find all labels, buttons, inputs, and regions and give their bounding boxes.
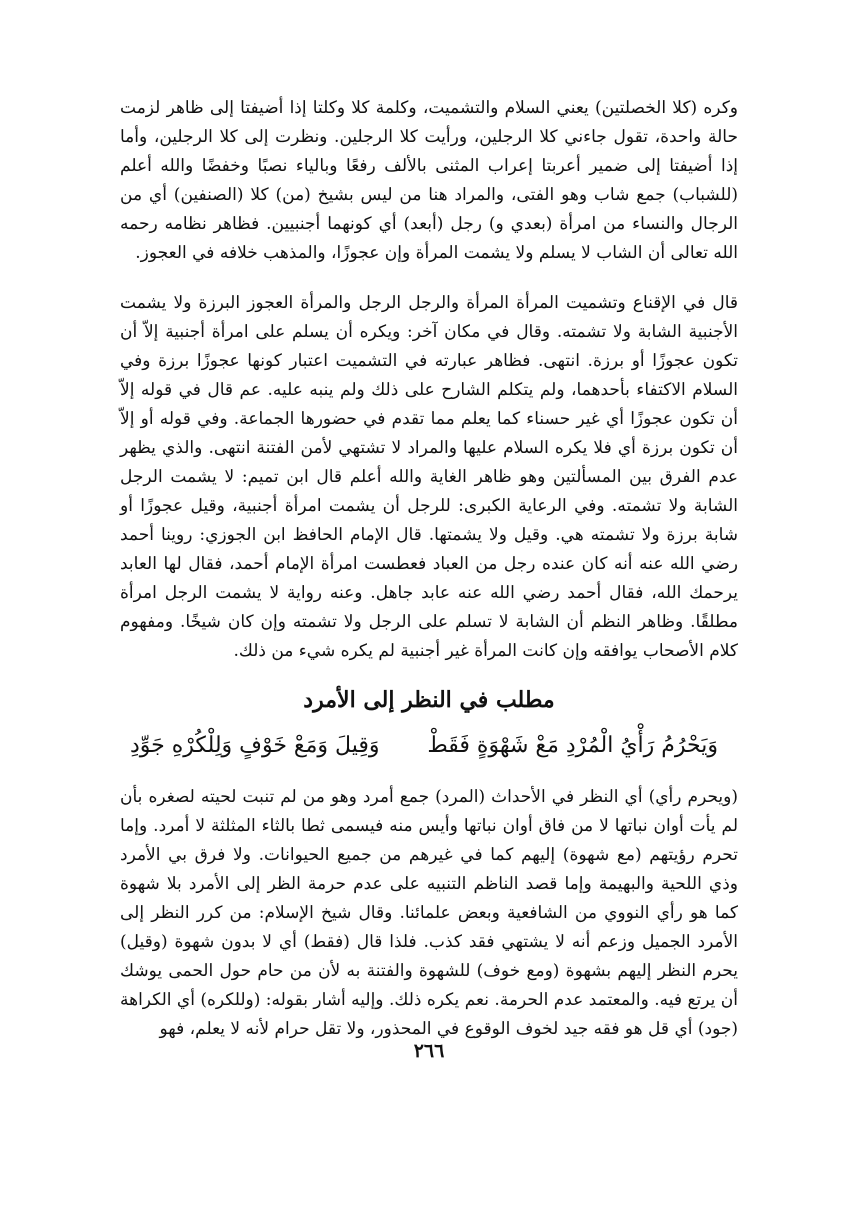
page-number: ٢٦٦	[413, 1040, 445, 1062]
verse-first-hemistich: وَيَحْرُمُ رَأْيُ الْمُرْدِ مَعْ شَهْوَةٍ فَقَطْ	[427, 733, 718, 758]
section-heading: مطلب في النظر إلى الأمرد	[303, 687, 555, 713]
paragraph-iqna-quote: قال في الإقناع وتشميت المرأة المرأة والرجل الرجل والمرأة العجوز البرزة ولا يشمت الأجنبية الشابة ولا تشمته. وقال في مكان آخر: ويكره أن يسلم على امرأة أجنبية إلاّ أن تكون عجوزًا أو برزة. انتهى. فظاهر عبارته في التشميت اعتبار كونها عجوزًا برزة وفي السلام الاكتفاء بأحدهما، ولم يتكلم الشارح على ذلك ولم ينبه عليه. عم قال في قوله إلاّ أن تكون عجوزًا أي غير حسناء كما يعلم مما تقدم في حضورها الجماعة. وفي قوله أو إلاّ أن تكون برزة أي فلا يكره السلام عليها والمراد لا تشتهي لأمن الفتنة انتهى. والذي يظهر عدم الفرق بين المسألتين وهو ظاهر الغاية والله أعلم قال ابن تميم: لا يشمت الرجل الشابة ولا تشمته. وفي الرعاية الكبرى: للرجل أن يشمت امرأة أجنبية، وقيل عجوزًا أو شابة برزة ولا تشمته هي. وقيل ولا يشمتها. قال الإمام الحافظ ابن الجوزي: روينا أحمد رضي الله عنه أنه كان عنده رجل من العباد فعطست امرأة الإمام أحمد، فقال لها العابد يرحمك الله، فقال أحمد رضي الله عنه عابد جاهل. وعنه رواية لا يشمت الرجل امرأة مطلقًا. وظاهر النظم أن الشابة لا تسلم على الرجل ولا تشمته وإن كان شيخًا. ومفهوم كلام الأصحاب يوافقه وإن كانت المرأة غير أجنبية لم يكره شيء من ذلك.	[120, 293, 738, 661]
paragraph-verse-commentary: (ويحرم رأي) أي النظر في الأحداث (المرد) جمع أمرد وهو من لم تنبت لحيته لصغره بأن لم يأت أوان نباتها لا من فاق أوان نباتها وأيس منه فيسمى ثطا بالثاء المثلثة لا أمرد. وإما تحرم رؤيتهم (مع شهوة) إليهم كما في غيرهم من جميع الحيوانات. ولا فرق بي الأمرد وذي اللحية والبهيمة وإما قصد الناظم التنبيه على عدم حرمة الظر إلى الأمرد بلا شهوة كما هو رأي النووي من الشافعية وبعض علمائنا. وقال شيخ الإسلام: من كرر النظر إلى الأمرد الجميل وزعم أنه لا يشتهي فقد كذب. فلذا قال (فقط) أي لا بدون شهوة (وقيل) يحرم النظر إليهم بشهوة (ومع خوف) للشهوة والفتنة به لأن من حام حول الحمى يوشك أن يرتع فيه. والمعتمد عدم الحرمة. نعم يكره ذلك. وإليه أشار بقوله: (وللكره) أي الكراهة (جود) أي قل هو فقه جيد لخوف الوقوع في المحذور، ولا تقل حرام لأنه لا يعلم، فهو	[120, 787, 738, 1039]
verse-line	[120, 724, 738, 768]
verse-second-hemistich: وَقِيلَ وَمَعْ خَوْفٍ وَلِلْكُرْهِ جَوِّدِ	[130, 733, 380, 758]
paragraph-salam-tashmit: وكره (كلا الخصلتين) يعني السلام والتشميت، وكلمة كلا وكلتا إذا أضيفتا إلى ظاهر لزمت حالة واحدة، تقول جاءني كلا الرجلين، ورأيت كلا الرجلين. ونظرت إلى كلا الرجلين، وأما إذا أضيفتا إلى ضمير أعربتا إعراب المثنى بالألف رفعًا وبالياء نصبًا وخفضًا والله أعلم (للشباب) جمع شاب وهو الفتى، والمراد هنا من ليس بشيخ (من) كلا (الصنفين) أي من الرجال والنساء من امرأة (بعدي و) رجل (أبعد) أي كونهما أجنبيين. فظاهر نظامه رحمه الله تعالى أن الشاب لا يسلم ولا يشمت المرأة وإن عجوزًا، والمذهب خلافه في العجوز.	[120, 98, 738, 263]
